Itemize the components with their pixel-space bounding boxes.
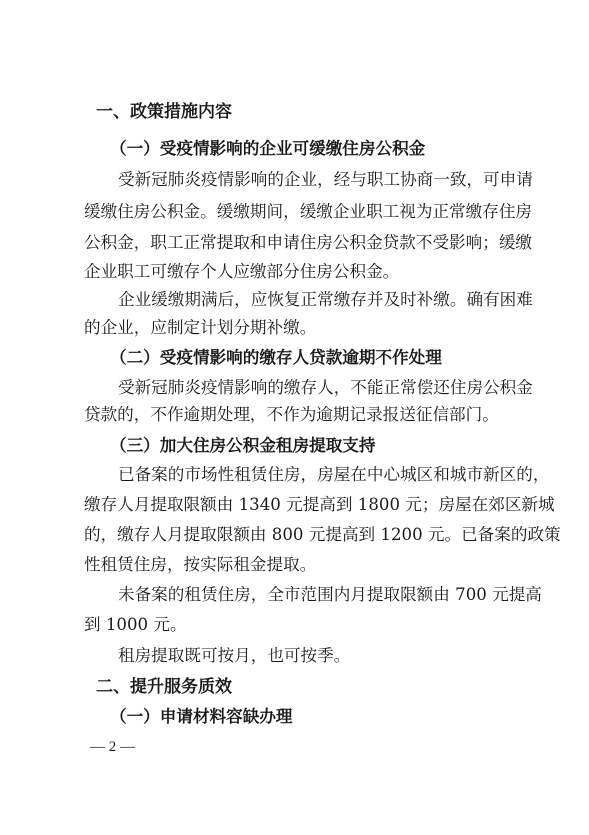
page-number: — 2 — bbox=[90, 739, 135, 755]
subsection-heading-1: （一）受疫情影响的企业可缓缴住房公积金 bbox=[110, 138, 426, 158]
paragraph-line: 受新冠肺炎疫情影响的缴存人，不能正常偿还住房公积金 bbox=[118, 378, 533, 397]
paragraph-line: 受新冠肺炎疫情影响的企业，经与职工协商一致，可申请 bbox=[118, 170, 533, 189]
paragraph-line: 公积金，职工正常提取和申请住房公积金贷款不受影响；缓缴 bbox=[84, 233, 533, 252]
subsection-heading-2: （二）受疫情影响的缴存人贷款逾期不作处理 bbox=[110, 347, 442, 367]
section-heading-2: 二、提升服务质效 bbox=[96, 677, 232, 697]
paragraph-line: 未备案的租赁住房，全市范围内月提取限额由 700 元提高 bbox=[118, 585, 542, 604]
subsection-heading-3: （三）加大住房公积金租房提取支持 bbox=[110, 435, 376, 455]
section-heading-1: 一、政策措施内容 bbox=[96, 102, 232, 122]
paragraph-line: 租房提取既可按月，也可按季。 bbox=[118, 646, 351, 665]
paragraph-line: 企业职工可缴存个人应缴部分住房公积金。 bbox=[84, 262, 400, 281]
paragraph-line: 性租赁住房，按实际租金提取。 bbox=[84, 555, 317, 574]
paragraph-line: 贷款的，不作逾期处理，不作为逾期记录报送征信部门。 bbox=[84, 405, 499, 424]
paragraph-line: 企业缓缴期满后，应恢复正常缴存并及时补缴。确有困难 bbox=[118, 290, 533, 309]
paragraph-line: 缴存人月提取限额由 1340 元提高到 1800 元；房屋在郊区新城 bbox=[84, 495, 555, 514]
paragraph-line: 缓缴住房公积金。缓缴期间，缓缴企业职工视为正常缴存住房 bbox=[84, 202, 533, 221]
paragraph-line: 到 1000 元。 bbox=[84, 615, 187, 634]
paragraph-line: 已备案的市场性租赁住房，房屋在中心城区和城市新区的， bbox=[118, 465, 550, 484]
paragraph-line: 的企业，应制定计划分期补缴。 bbox=[84, 318, 317, 337]
paragraph-line: 的，缴存人月提取限额由 800 元提高到 1200 元。已备案的政策 bbox=[84, 525, 561, 544]
subsection-heading-4: （一）申请材料容缺办理 bbox=[110, 706, 293, 726]
